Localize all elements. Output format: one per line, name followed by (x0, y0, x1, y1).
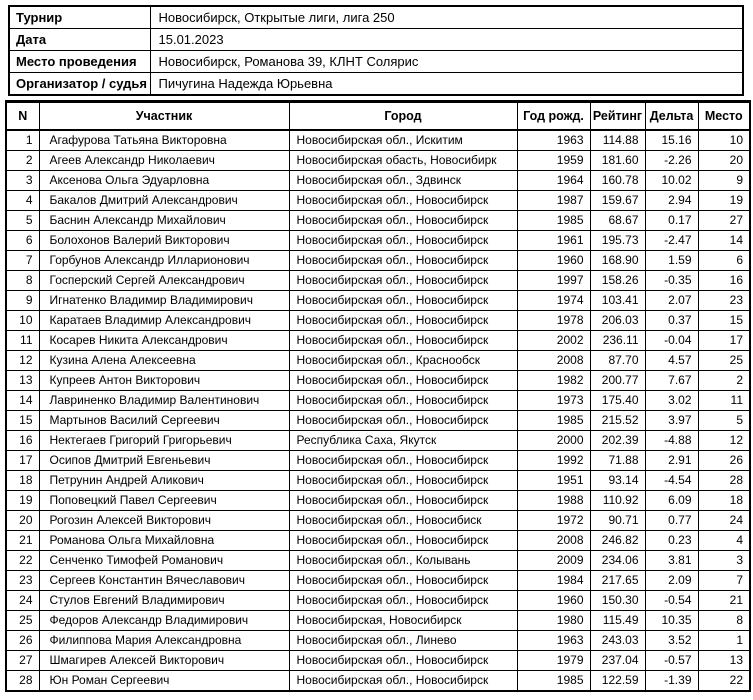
table-row (6, 331, 750, 351)
cell-delta: 1.59 (645, 251, 698, 271)
info-label-organizer: Организатор / судья (9, 73, 150, 96)
cell-rating: 217.65 (590, 571, 645, 591)
cell-participant: Лавриненко Владимир Валентинович (39, 391, 289, 411)
table-row (6, 371, 750, 391)
cell-delta: -4.54 (645, 471, 698, 491)
cell-delta: -2.47 (645, 231, 698, 251)
tournament-report (0, 5, 753, 700)
cell-city: Республика Саха, Якутск (289, 431, 517, 451)
info-value-tournament: Новосибирск, Открытые лиги, лига 250 (150, 6, 743, 29)
cell-city: Новосибирская обл., Новосибирск (289, 391, 517, 411)
cell-rating: 202.39 (590, 431, 645, 451)
cell-participant: Мартынов Василий Сергеевич (39, 411, 289, 431)
cell-rating: 87.70 (590, 351, 645, 371)
cell-birth_year: 2002 (517, 331, 590, 351)
cell-city: Новосибирская обл., Новосибирск (289, 311, 517, 331)
info-label-tournament: Турнир (9, 6, 150, 29)
cell-n: 24 (6, 591, 39, 611)
cell-birth_year: 1997 (517, 271, 590, 291)
cell-n: 12 (6, 351, 39, 371)
cell-city: Новосибирская обл., Новосибирск (289, 291, 517, 311)
cell-birth_year: 1961 (517, 231, 590, 251)
info-row-tournament (9, 6, 743, 29)
cell-n: 9 (6, 291, 39, 311)
cell-rating: 160.78 (590, 171, 645, 191)
cell-n: 17 (6, 451, 39, 471)
cell-city: Новосибирская обл., Колывань (289, 551, 517, 571)
cell-rating: 234.06 (590, 551, 645, 571)
cell-n: 7 (6, 251, 39, 271)
cell-city: Новосибирская обл., Новосибирск (289, 211, 517, 231)
cell-n: 6 (6, 231, 39, 251)
cell-birth_year: 1973 (517, 391, 590, 411)
table-row (6, 571, 750, 591)
cell-birth_year: 1992 (517, 451, 590, 471)
cell-delta: 7.67 (645, 371, 698, 391)
cell-delta: 4.57 (645, 351, 698, 371)
info-value-organizer: Пичугина Надежда Юрьевна (150, 73, 743, 96)
cell-birth_year: 1960 (517, 251, 590, 271)
cell-birth_year: 1985 (517, 411, 590, 431)
cell-delta: -0.04 (645, 331, 698, 351)
table-row (6, 471, 750, 491)
cell-city: Новосибирская обл., Новосибирск (289, 571, 517, 591)
cell-rating: 206.03 (590, 311, 645, 331)
cell-delta: 3.81 (645, 551, 698, 571)
cell-rating: 236.11 (590, 331, 645, 351)
table-row (6, 231, 750, 251)
table-row (6, 611, 750, 631)
table-row (6, 451, 750, 471)
cell-participant: Горбунов Александр Илларионович (39, 251, 289, 271)
cell-rating: 158.26 (590, 271, 645, 291)
cell-city: Новосибирская обасть, Новосибирк (289, 151, 517, 171)
cell-place: 14 (698, 231, 750, 251)
cell-rating: 175.40 (590, 391, 645, 411)
cell-delta: 2.91 (645, 451, 698, 471)
cell-place: 16 (698, 271, 750, 291)
cell-participant: Стулов Евгений Владимирович (39, 591, 289, 611)
cell-city: Новосибирская обл., Искитим (289, 130, 517, 151)
cell-birth_year: 1960 (517, 591, 590, 611)
cell-n: 22 (6, 551, 39, 571)
cell-place: 19 (698, 191, 750, 211)
cell-birth_year: 2009 (517, 551, 590, 571)
column-header-birth-year: Год рожд. (517, 102, 590, 131)
cell-rating: 200.77 (590, 371, 645, 391)
cell-birth_year: 1979 (517, 651, 590, 671)
cell-participant: Купреев Антон Викторович (39, 371, 289, 391)
cell-delta: -1.39 (645, 671, 698, 692)
cell-participant: Рогозин Алексей Викторович (39, 511, 289, 531)
cell-delta: -0.35 (645, 271, 698, 291)
cell-city: Новосибирская обл., Новосибирск (289, 371, 517, 391)
cell-city: Новосибирская обл., Новосибирск (289, 231, 517, 251)
cell-place: 11 (698, 391, 750, 411)
cell-n: 18 (6, 471, 39, 491)
column-header-city: Город (289, 102, 517, 131)
results-header-row (6, 102, 750, 131)
cell-n: 13 (6, 371, 39, 391)
table-row (6, 511, 750, 531)
cell-participant: Шмагирев Алексей Викторович (39, 651, 289, 671)
cell-birth_year: 1982 (517, 371, 590, 391)
cell-rating: 122.59 (590, 671, 645, 692)
cell-rating: 71.88 (590, 451, 645, 471)
cell-city: Новосибирская обл., Новосибирск (289, 251, 517, 271)
info-label-venue: Место проведения (9, 51, 150, 73)
cell-birth_year: 1984 (517, 571, 590, 591)
table-row (6, 151, 750, 171)
table-row (6, 291, 750, 311)
cell-n: 20 (6, 511, 39, 531)
cell-birth_year: 1987 (517, 191, 590, 211)
cell-participant: Баснин Александр Михайлович (39, 211, 289, 231)
cell-n: 15 (6, 411, 39, 431)
cell-n: 16 (6, 431, 39, 451)
cell-birth_year: 1963 (517, 130, 590, 151)
cell-delta: 10.02 (645, 171, 698, 191)
cell-place: 27 (698, 211, 750, 231)
cell-n: 23 (6, 571, 39, 591)
cell-n: 27 (6, 651, 39, 671)
cell-delta: 0.23 (645, 531, 698, 551)
cell-participant: Нектегаев Григорий Григорьевич (39, 431, 289, 451)
info-row-organizer (9, 73, 743, 96)
cell-place: 12 (698, 431, 750, 451)
table-row (6, 130, 750, 151)
cell-delta: 3.52 (645, 631, 698, 651)
cell-place: 25 (698, 351, 750, 371)
cell-n: 4 (6, 191, 39, 211)
column-header-participant: Участник (39, 102, 289, 131)
results-table (5, 100, 751, 692)
table-row (6, 311, 750, 331)
cell-place: 1 (698, 631, 750, 651)
cell-n: 8 (6, 271, 39, 291)
cell-delta: 10.35 (645, 611, 698, 631)
cell-participant: Аксенова Ольга Эдуарловна (39, 171, 289, 191)
cell-delta: -0.57 (645, 651, 698, 671)
cell-rating: 68.67 (590, 211, 645, 231)
cell-n: 14 (6, 391, 39, 411)
table-row (6, 491, 750, 511)
cell-participant: Сенченко Тимофей Романович (39, 551, 289, 571)
cell-delta: 15.16 (645, 130, 698, 151)
cell-rating: 114.88 (590, 130, 645, 151)
column-header-rating: Рейтинг (590, 102, 645, 131)
cell-place: 24 (698, 511, 750, 531)
info-row-date (9, 29, 743, 51)
table-row (6, 211, 750, 231)
cell-participant: Поповецкий Павел Сергеевич (39, 491, 289, 511)
cell-city: Новосибирская обл., Здвинск (289, 171, 517, 191)
cell-city: Новосибирская обл., Новосибирск (289, 531, 517, 551)
cell-place: 10 (698, 130, 750, 151)
cell-city: Новосибирская обл., Новосибирск (289, 591, 517, 611)
cell-delta: 0.17 (645, 211, 698, 231)
table-row (6, 671, 750, 692)
cell-place: 26 (698, 451, 750, 471)
cell-rating: 103.41 (590, 291, 645, 311)
cell-city: Новосибирская обл., Новосибирск (289, 331, 517, 351)
cell-city: Новосибирская обл., Новосибиск (289, 511, 517, 531)
table-row (6, 531, 750, 551)
cell-participant: Кузина Алена Алексеевна (39, 351, 289, 371)
cell-participant: Бакалов Дмитрий Александрович (39, 191, 289, 211)
info-label-date: Дата (9, 29, 150, 51)
cell-city: Новосибирская, Новосибирск (289, 611, 517, 631)
cell-place: 22 (698, 671, 750, 692)
cell-city: Новосибирская обл., Новосибирск (289, 191, 517, 211)
info-value-venue: Новосибирск, Романова 39, КЛНТ Солярис (150, 51, 743, 73)
cell-place: 8 (698, 611, 750, 631)
cell-n: 26 (6, 631, 39, 651)
cell-place: 6 (698, 251, 750, 271)
cell-city: Новосибирская обл., Новосибирск (289, 651, 517, 671)
cell-participant: Сергеев Константин Вячеславович (39, 571, 289, 591)
cell-rating: 181.60 (590, 151, 645, 171)
cell-delta: -2.26 (645, 151, 698, 171)
cell-birth_year: 1963 (517, 631, 590, 651)
cell-place: 21 (698, 591, 750, 611)
cell-birth_year: 1964 (517, 171, 590, 191)
cell-rating: 93.14 (590, 471, 645, 491)
cell-participant: Болохонов Валерий Викторович (39, 231, 289, 251)
cell-place: 18 (698, 491, 750, 511)
column-header-place: Место (698, 102, 750, 131)
cell-participant: Филиппова Мария Александровна (39, 631, 289, 651)
cell-place: 4 (698, 531, 750, 551)
cell-n: 1 (6, 130, 39, 151)
cell-participant: Федоров Александр Владимирович (39, 611, 289, 631)
cell-delta: 6.09 (645, 491, 698, 511)
cell-participant: Юн Роман Сергеевич (39, 671, 289, 692)
cell-city: Новосибирская обл., Новосибирск (289, 451, 517, 471)
cell-birth_year: 2008 (517, 351, 590, 371)
cell-place: 13 (698, 651, 750, 671)
cell-place: 3 (698, 551, 750, 571)
column-header-n: N (6, 102, 39, 131)
cell-place: 17 (698, 331, 750, 351)
cell-delta: 2.94 (645, 191, 698, 211)
cell-delta: 2.09 (645, 571, 698, 591)
cell-rating: 115.49 (590, 611, 645, 631)
cell-place: 9 (698, 171, 750, 191)
cell-birth_year: 1980 (517, 611, 590, 631)
cell-place: 20 (698, 151, 750, 171)
cell-delta: -0.54 (645, 591, 698, 611)
cell-city: Новосибирская обл., Новосибирск (289, 411, 517, 431)
cell-rating: 159.67 (590, 191, 645, 211)
cell-birth_year: 2008 (517, 531, 590, 551)
cell-place: 5 (698, 411, 750, 431)
cell-participant: Игнатенко Владимир Владимирович (39, 291, 289, 311)
cell-n: 25 (6, 611, 39, 631)
cell-participant: Госперский Сергей Александрович (39, 271, 289, 291)
cell-n: 11 (6, 331, 39, 351)
tournament-info-table (8, 5, 744, 96)
cell-place: 28 (698, 471, 750, 491)
cell-rating: 90.71 (590, 511, 645, 531)
info-row-venue (9, 51, 743, 73)
cell-participant: Агафурова Татьяна Викторовна (39, 130, 289, 151)
table-row (6, 251, 750, 271)
table-row (6, 551, 750, 571)
cell-rating: 168.90 (590, 251, 645, 271)
cell-delta: 0.77 (645, 511, 698, 531)
table-row (6, 271, 750, 291)
cell-participant: Каратаев Владимир Александрович (39, 311, 289, 331)
cell-birth_year: 1959 (517, 151, 590, 171)
cell-city: Новосибирская обл., Новосибирск (289, 491, 517, 511)
cell-city: Новосибирская обл., Краснообск (289, 351, 517, 371)
cell-city: Новосибирская обл., Линево (289, 631, 517, 651)
cell-rating: 110.92 (590, 491, 645, 511)
cell-rating: 237.04 (590, 651, 645, 671)
cell-delta: 2.07 (645, 291, 698, 311)
cell-city: Новосибирская обл., Новосибирск (289, 671, 517, 692)
cell-n: 10 (6, 311, 39, 331)
cell-delta: 0.37 (645, 311, 698, 331)
cell-birth_year: 1972 (517, 511, 590, 531)
cell-delta: -4.88 (645, 431, 698, 451)
cell-place: 15 (698, 311, 750, 331)
cell-rating: 215.52 (590, 411, 645, 431)
table-row (6, 351, 750, 371)
table-row (6, 431, 750, 451)
cell-delta: 3.97 (645, 411, 698, 431)
cell-n: 2 (6, 151, 39, 171)
cell-birth_year: 1974 (517, 291, 590, 311)
table-row (6, 651, 750, 671)
table-row (6, 391, 750, 411)
cell-n: 19 (6, 491, 39, 511)
cell-n: 28 (6, 671, 39, 692)
table-row (6, 411, 750, 431)
cell-city: Новосибирская обл., Новосибирск (289, 471, 517, 491)
cell-participant: Романова Ольга Михайловна (39, 531, 289, 551)
cell-place: 23 (698, 291, 750, 311)
table-row (6, 171, 750, 191)
cell-birth_year: 1985 (517, 211, 590, 231)
cell-city: Новосибирская обл., Новосибирск (289, 271, 517, 291)
info-value-date: 15.01.2023 (150, 29, 743, 51)
cell-birth_year: 2000 (517, 431, 590, 451)
cell-rating: 195.73 (590, 231, 645, 251)
cell-place: 7 (698, 571, 750, 591)
cell-place: 2 (698, 371, 750, 391)
cell-birth_year: 1951 (517, 471, 590, 491)
cell-rating: 150.30 (590, 591, 645, 611)
cell-rating: 246.82 (590, 531, 645, 551)
cell-n: 5 (6, 211, 39, 231)
cell-birth_year: 1985 (517, 671, 590, 692)
cell-n: 3 (6, 171, 39, 191)
cell-birth_year: 1978 (517, 311, 590, 331)
cell-delta: 3.02 (645, 391, 698, 411)
column-header-delta: Дельта (645, 102, 698, 131)
cell-participant: Косарев Никита Александрович (39, 331, 289, 351)
cell-participant: Осипов Дмитрий Евгеньевич (39, 451, 289, 471)
table-row (6, 631, 750, 651)
cell-participant: Агеев Александр Николаевич (39, 151, 289, 171)
table-row (6, 591, 750, 611)
cell-participant: Петрунин Андрей Аликович (39, 471, 289, 491)
cell-n: 21 (6, 531, 39, 551)
cell-rating: 243.03 (590, 631, 645, 651)
table-row (6, 191, 750, 211)
cell-birth_year: 1988 (517, 491, 590, 511)
